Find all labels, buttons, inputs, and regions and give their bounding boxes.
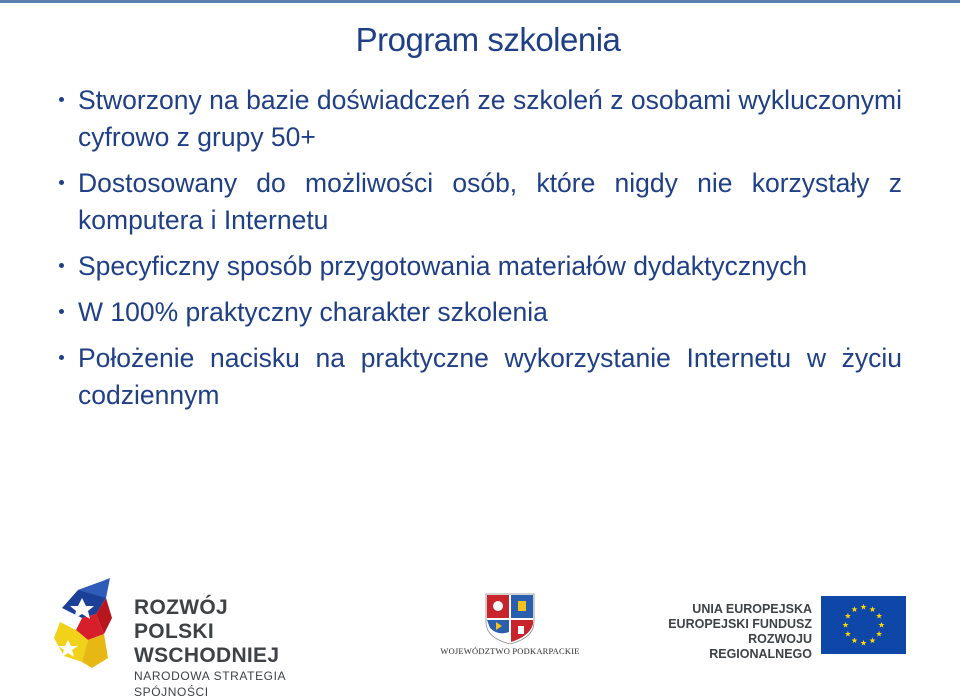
bullet-dot [59,309,64,314]
coat-of-arms-icon [430,592,590,644]
logo-unia-europejska [668,596,908,660]
logo-rozwoj-polski-wschodniej [52,578,362,699]
rps-emblem-icon [52,578,132,670]
bullet-text: W 100% praktyczny charakter szkolenia [78,297,548,327]
ue-line-3: ROZWOJU REGIONALNEGO [709,632,812,661]
eu-flag-icon [821,596,906,654]
rps-line-3: NARODOWA STRATEGIA SPÓJNOŚCI [134,669,286,699]
ue-wordmark [668,602,812,662]
bullet-item [78,82,902,156]
bullet-dot [59,97,64,102]
bullet-item [78,248,902,285]
rps-line-2: POLSKI WSCHODNIEJ [134,620,280,667]
rps-line-1: ROZWÓJ [134,596,228,619]
bullet-list [78,82,902,423]
top-rule [0,0,960,3]
bullet-item [78,340,902,414]
slide-title: Program szkolenia [355,21,621,58]
bullet-dot [59,355,64,360]
bullet-item [78,165,902,239]
wojewodztwo-label: WOJEWÓDZTWO PODKARPACKIE [440,646,580,656]
bullet-item [78,294,902,331]
bullet-dot [59,263,64,268]
bullet-text: Położenie nacisku na praktyczne wykorzystanie Internetu w życiu codziennym [78,343,902,410]
bullet-text: Stworzony na bazie doświadczeń ze szkoleń z osobami wykluczonymi cyfrowo z grupy 50+ [78,85,902,152]
ue-line-1: UNIA EUROPEJSKA [692,602,812,616]
bullet-dot [59,180,64,185]
bullet-text: Dostosowany do możliwości osób, które nigdy nie korzystały z komputera i Internetu [78,168,902,235]
rps-wordmark [134,596,362,700]
logo-wojewodztwo-podkarpackie [430,592,590,662]
ue-line-2: EUROPEJSKI FUNDUSZ [668,617,812,631]
footer-logos [0,570,960,699]
bullet-text: Specyficzny sposób przygotowania materiałów dydaktycznych [78,251,808,281]
